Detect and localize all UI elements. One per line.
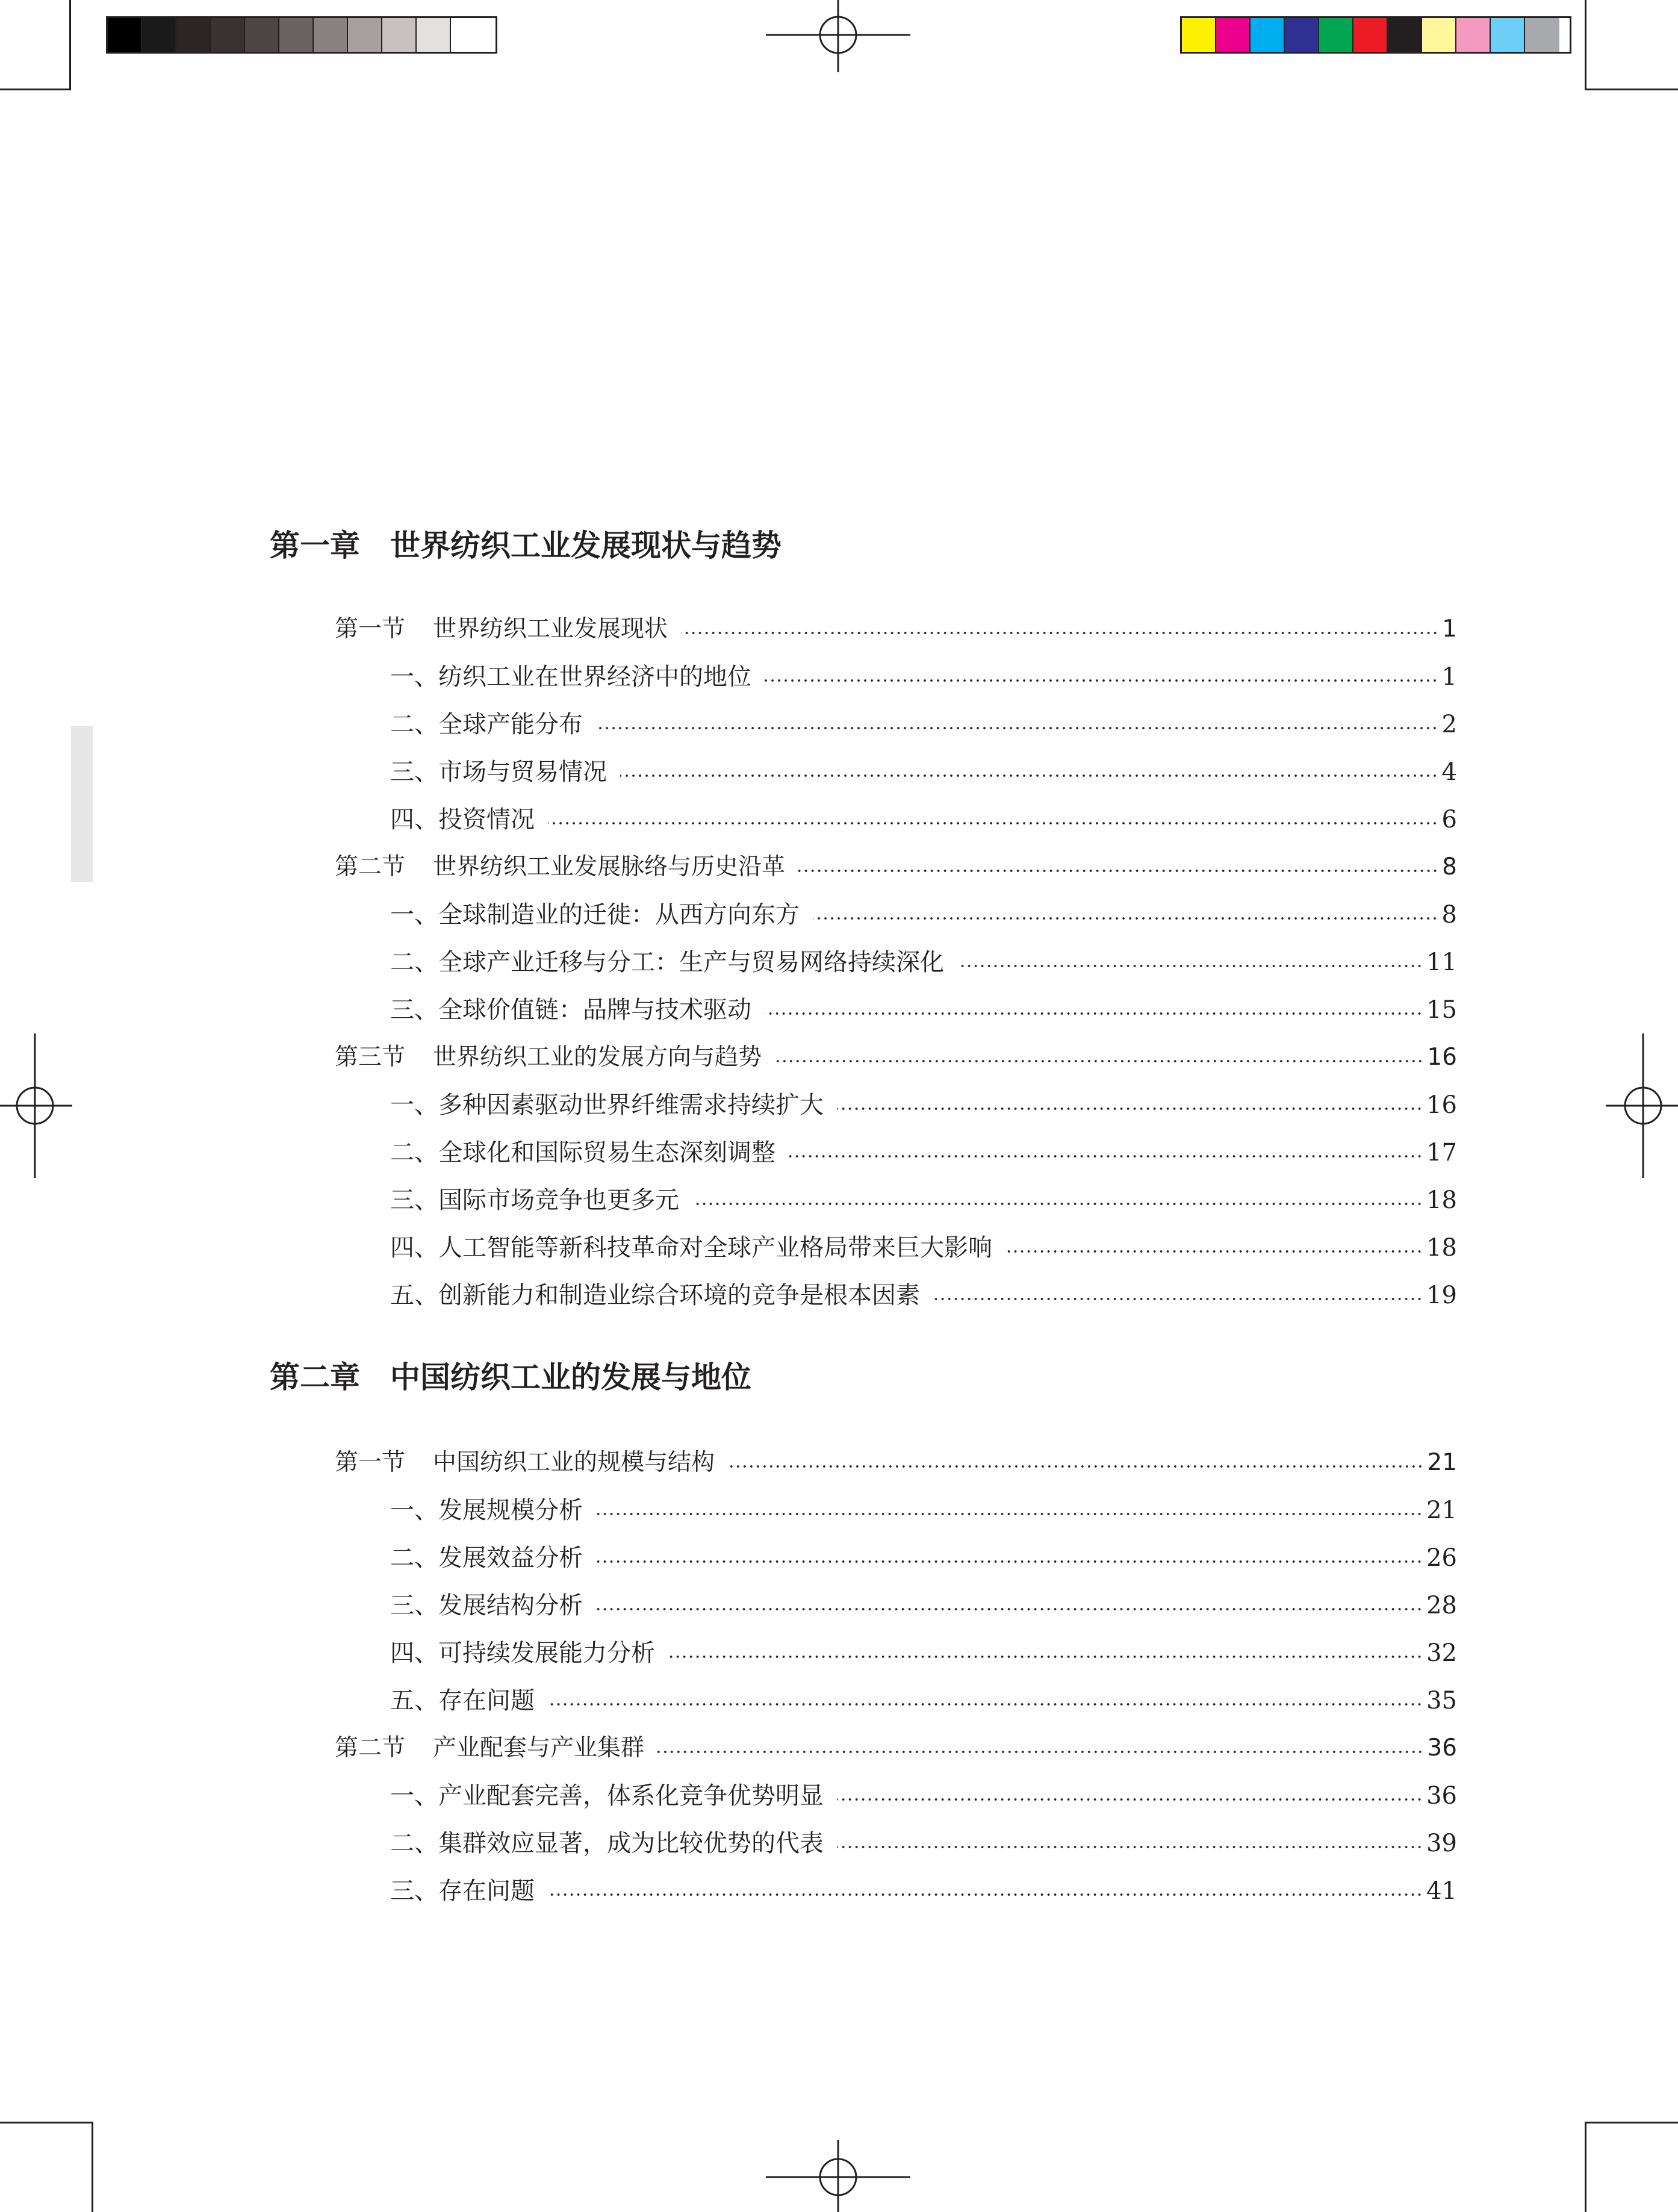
entry-number: 四、	[390, 1639, 438, 1667]
entry-number: 三、	[390, 996, 438, 1024]
dot-leader	[596, 1512, 1423, 1516]
entry-number: 三、	[390, 1877, 438, 1905]
color-swatch	[1182, 18, 1216, 52]
toc-item-entry[interactable]	[390, 946, 1457, 979]
dot-leader	[957, 964, 1423, 968]
color-swatch	[211, 18, 245, 52]
entry-number: 第一节	[335, 1449, 406, 1476]
entry-number: 三、	[390, 1186, 438, 1214]
entry-title: 发展效益分析	[438, 1544, 583, 1572]
chapter-number: 第一章	[270, 528, 360, 563]
page-number: 16	[1427, 1044, 1457, 1071]
dot-leader	[813, 917, 1438, 920]
page-number: 1	[1441, 663, 1457, 691]
page-number: 41	[1426, 1877, 1457, 1905]
color-swatch	[1422, 18, 1456, 52]
entry-title: 存在问题	[438, 1877, 535, 1905]
dot-leader	[548, 1893, 1423, 1896]
dot-leader	[596, 1560, 1423, 1563]
entry-number: 第二节	[335, 853, 406, 880]
dot-leader	[548, 1703, 1423, 1706]
color-swatch	[1456, 18, 1491, 52]
dot-leader	[789, 1154, 1423, 1158]
entry-title: 集群效应显著，成为比较优势的代表	[438, 1830, 824, 1857]
toc-section-entry[interactable]	[335, 1041, 1457, 1074]
dot-leader	[765, 679, 1438, 682]
color-swatch	[279, 18, 314, 52]
entry-number: 二、	[390, 1830, 438, 1857]
entry-number: 一、	[390, 1782, 438, 1810]
page-number: 32	[1426, 1639, 1457, 1667]
chapter-title: 中国纺织工业的发展与地位	[390, 1359, 751, 1395]
entry-title: 存在问题	[438, 1687, 535, 1715]
entry-title: 创新能力和制造业综合环境的竞争是根本因素	[438, 1282, 920, 1309]
toc-item-entry[interactable]	[390, 756, 1457, 788]
side-thumb-tab	[71, 726, 93, 882]
toc-item-entry[interactable]	[390, 1875, 1457, 1907]
toc-item-entry[interactable]	[390, 1827, 1457, 1860]
toc-item-entry[interactable]	[390, 661, 1457, 693]
entry-title: 市场与贸易情况	[438, 758, 607, 786]
dot-leader	[620, 774, 1438, 777]
toc-item-entry[interactable]	[390, 708, 1457, 741]
toc-item-entry[interactable]	[390, 1279, 1457, 1312]
toc-item-entry[interactable]	[390, 899, 1457, 931]
dot-leader	[692, 1202, 1423, 1206]
entry-number: 五、	[390, 1282, 438, 1309]
entry-title: 国际市场竞争也更多元	[438, 1186, 679, 1214]
entry-number: 一、	[390, 901, 438, 929]
entry-title: 中国纺织工业的规模与结构	[433, 1449, 715, 1476]
entry-number: 一、	[390, 1497, 438, 1524]
color-swatch	[176, 18, 211, 52]
registration-mark-bottom	[766, 2140, 910, 2212]
dot-leader	[933, 1297, 1423, 1301]
toc-section-entry[interactable]	[335, 1732, 1457, 1765]
entry-number: 一、	[390, 663, 438, 691]
page-number: 4	[1441, 758, 1457, 786]
entry-number: 二、	[390, 949, 438, 976]
page-number: 36	[1426, 1782, 1457, 1810]
entry-number: 四、	[390, 806, 438, 833]
dot-leader	[798, 869, 1438, 873]
page-number: 21	[1426, 1497, 1457, 1524]
page-number: 17	[1426, 1139, 1457, 1167]
color-swatch	[1525, 18, 1559, 52]
entry-title: 投资情况	[438, 806, 535, 833]
color-swatch	[1353, 18, 1388, 52]
toc-item-entry[interactable]	[390, 1637, 1457, 1669]
toc-item-entry[interactable]	[390, 1232, 1457, 1264]
dot-leader	[837, 1107, 1423, 1111]
page-number: 16	[1426, 1091, 1457, 1119]
page-number: 26	[1426, 1544, 1457, 1572]
entry-number: 第二节	[335, 1734, 406, 1762]
entry-number: 一、	[390, 1091, 438, 1119]
chapter-title: 世界纺织工业发展现状与趋势	[390, 528, 782, 563]
entry-title: 全球化和国际贸易生态深刻调整	[438, 1139, 775, 1167]
dot-leader	[548, 821, 1438, 825]
color-swatch	[1388, 18, 1422, 52]
toc-item-entry[interactable]	[390, 994, 1457, 1026]
page-number: 36	[1427, 1734, 1457, 1762]
entry-number: 二、	[390, 1139, 438, 1167]
entry-number: 三、	[390, 1592, 438, 1619]
page-number: 2	[1441, 711, 1457, 738]
page-number: 28	[1426, 1592, 1457, 1619]
color-swatch	[1319, 18, 1353, 52]
entry-title: 全球价值链：品牌与技术驱动	[438, 996, 751, 1024]
page-number: 6	[1441, 806, 1457, 833]
dot-leader	[596, 1607, 1423, 1611]
page-number: 8	[1441, 901, 1457, 929]
color-swatch	[348, 18, 382, 52]
entry-title: 发展结构分析	[438, 1592, 583, 1619]
toc-item-entry[interactable]	[390, 1184, 1457, 1217]
dot-leader	[837, 1798, 1423, 1801]
page-number: 15	[1426, 996, 1457, 1024]
grayscale-color-bar	[106, 16, 497, 54]
page-number: 39	[1426, 1830, 1457, 1857]
toc-item-entry[interactable]	[390, 1542, 1457, 1574]
entry-number: 三、	[390, 758, 438, 786]
color-swatch	[451, 18, 485, 52]
toc-item-entry[interactable]	[390, 1136, 1457, 1169]
dot-leader	[728, 1465, 1423, 1468]
chapter-heading[interactable]	[270, 1359, 751, 1395]
toc-item-entry[interactable]	[390, 803, 1457, 836]
entry-title: 全球产业迁移与分工：生产与贸易网络持续深化	[438, 949, 944, 976]
entry-number: 二、	[390, 711, 438, 738]
entry-title: 产业配套与产业集群	[433, 1734, 645, 1762]
chapter-heading[interactable]	[270, 528, 782, 564]
dot-leader	[1005, 1250, 1423, 1253]
entry-number: 第一节	[335, 615, 406, 643]
entry-title: 世界纺织工业发展脉络与历史沿革	[433, 853, 786, 880]
toc-item-entry[interactable]	[390, 1589, 1457, 1622]
entry-title: 世界纺织工业发展现状	[433, 615, 668, 643]
entry-title: 纺织工业在世界经济中的地位	[438, 663, 751, 691]
page-number: 19	[1426, 1282, 1457, 1309]
color-swatch	[1251, 18, 1285, 52]
entry-title: 世界纺织工业的发展方向与趋势	[433, 1044, 762, 1071]
dot-leader	[681, 631, 1438, 635]
entry-number: 四、	[390, 1234, 438, 1262]
dot-leader	[765, 1012, 1423, 1015]
dot-leader	[657, 1750, 1423, 1754]
toc-section-entry[interactable]	[335, 851, 1457, 883]
dot-leader	[775, 1059, 1423, 1063]
registration-mark-right	[1606, 1033, 1678, 1178]
dot-leader	[668, 1655, 1423, 1659]
color-swatch	[314, 18, 348, 52]
color-swatch	[142, 18, 176, 52]
color-swatch	[1216, 18, 1251, 52]
page-number: 1	[1442, 615, 1457, 643]
color-swatch	[108, 18, 142, 52]
color-swatch	[382, 18, 417, 52]
page-number: 8	[1442, 853, 1457, 880]
registration-mark-top	[766, 0, 910, 72]
chapter-number: 第二章	[270, 1359, 360, 1395]
dot-leader	[596, 726, 1438, 730]
toc-item-entry[interactable]	[390, 1780, 1457, 1812]
entry-title: 人工智能等新科技革命对全球产业格局带来巨大影响	[438, 1234, 992, 1262]
toc-item-entry[interactable]	[390, 1684, 1457, 1717]
color-swatch	[245, 18, 279, 52]
page-number: 18	[1426, 1234, 1457, 1262]
page-number: 18	[1426, 1186, 1457, 1214]
entry-number: 二、	[390, 1544, 438, 1572]
color-swatch	[1491, 18, 1525, 52]
toc-section-entry[interactable]	[335, 1447, 1457, 1479]
toc-item-entry[interactable]	[390, 1089, 1457, 1121]
color-swatch	[1285, 18, 1319, 52]
page-number: 11	[1426, 949, 1457, 976]
page-number: 21	[1427, 1449, 1457, 1476]
toc-item-entry[interactable]	[390, 1494, 1457, 1527]
entry-title: 全球产能分布	[438, 711, 583, 738]
entry-title: 可持续发展能力分析	[438, 1639, 655, 1667]
entry-title: 全球制造业的迁徙：从西方向东方	[438, 901, 800, 929]
color-swatch	[417, 18, 451, 52]
entry-title: 产业配套完善，体系化竞争优势明显	[438, 1782, 824, 1810]
page-number: 35	[1426, 1687, 1457, 1715]
toc-section-entry[interactable]	[335, 613, 1457, 646]
cmyk-color-bar	[1180, 16, 1571, 54]
entry-title: 发展规模分析	[438, 1497, 583, 1524]
entry-number: 第三节	[335, 1044, 406, 1071]
entry-number: 五、	[390, 1687, 438, 1715]
entry-title: 多种因素驱动世界纤维需求持续扩大	[438, 1091, 824, 1119]
dot-leader	[837, 1845, 1423, 1849]
registration-mark-left	[0, 1033, 72, 1178]
